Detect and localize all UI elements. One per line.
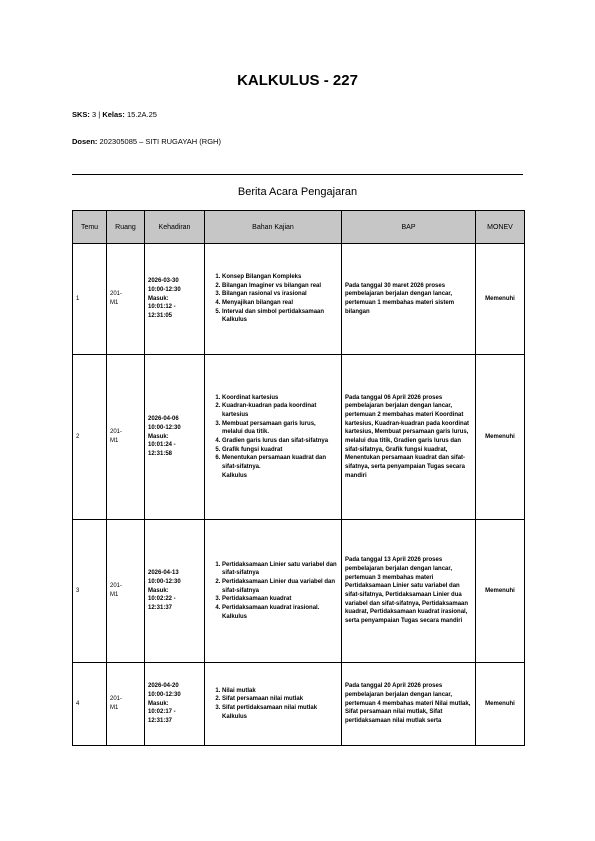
list-item: 2. Pertidaksamaan Linier dua variabel dan sifat-sifatnya — [222, 578, 338, 595]
list-item: 3. Pertidaksamaan kuadrat — [222, 595, 338, 604]
cell-bap: Pada tanggal 06 April 2026 proses pembelajaran berjalan dengan lancar, pertemuan 2 membahas materi Koordinat kartesius, Kuadran-kuadran pada koordinat kartesius, Membuat persamaan garis lurus, melalui dua titik, Gradien garis lurus dan sifat-sifatnya, Grafik fungsi kuadrat, Menentukan persamaan kuadrat dan sifat-sifatnya, serta penyampaian Tugas secara mandiri — [342, 355, 476, 520]
cell-kehadiran: 2026-03-30 10:00-12:30 Masuk: 10:01:12 - 12:31:05 — [145, 244, 205, 355]
cell-bap: Pada tanggal 13 April 2026 proses pembelajaran berjalan dengan lancar, pertemuan 3 membahas materi Pertidaksamaan Linier satu variabel dan sifat-sifatnya, Pertidaksamaan Linier dua variabel dan sifat-sifatnya, Pertidaksamaan kuadrat, Pertidaksamaan kuadrat irasional, serta penyampaian Tugas secara mandiri — [342, 520, 476, 663]
col-header-ruang: Ruang — [107, 211, 145, 244]
list-item: 1. Koordinat kartesius — [222, 394, 338, 403]
col-header-bahan-kajian: Bahan Kajian — [205, 211, 342, 244]
list-item: 3. Bilangan rasional vs irasional — [222, 290, 338, 299]
cell-bahan-kajian — [205, 244, 342, 355]
list-item: 4. Pertidaksamaan kuadrat irasional. — [222, 604, 338, 613]
cell-bap: Pada tanggal 30 maret 2026 proses pembelajaran berjalan dengan lancar, pertemuan 1 membahas materi sistem bilangan — [342, 244, 476, 355]
header-divider — [72, 174, 523, 175]
cell-ruang: 201- M1 — [107, 663, 145, 746]
cell-kehadiran: 2026-04-06 10:00-12:30 Masuk: 10:01:24 - 12:31:58 — [145, 355, 205, 520]
table-row — [73, 520, 525, 663]
col-header-bap: BAP — [342, 211, 476, 244]
meta-separator: | — [98, 110, 103, 119]
col-header-monev: MONEV — [476, 211, 525, 244]
list-item: 2. Kuadran-kuadran pada koordinat kartesius — [222, 402, 338, 419]
col-header-kehadiran: Kehadiran — [145, 211, 205, 244]
cell-temu: 1 — [73, 244, 107, 355]
cell-monev: Memenuhi — [476, 663, 525, 746]
cell-kehadiran: 2026-04-13 10:00-12:30 Masuk: 10:02:22 - 12:31:37 — [145, 520, 205, 663]
list-item: 5. Interval dan simbol pertidaksamaan — [222, 308, 338, 317]
cell-temu: 3 — [73, 520, 107, 663]
course-name: Kalkulus — [222, 613, 248, 620]
cell-temu: 4 — [73, 663, 107, 746]
cell-kehadiran: 2026-04-20 10:00-12:30 Masuk: 10:02:17 - 12:31:37 — [145, 663, 205, 746]
table-row — [73, 244, 525, 355]
list-item: 4. Gradien garis lurus dan sifat-sifatnya — [222, 437, 338, 446]
course-name: Kalkulus — [222, 713, 248, 720]
cell-ruang: 201- M1 — [107, 355, 145, 520]
course-meta — [72, 110, 157, 119]
list-item: 6. Menentukan persamaan kuadrat dan sifat-sifatnya. — [222, 454, 338, 471]
cell-bap: Pada tanggal 20 April 2026 proses pembelajaran berjalan dengan lancar, pertemuan 4 membahas materi Nilai mutlak, Sifat persamaan nilai mutlak, Sifat pertidaksamaan nilai mutlak serta — [342, 663, 476, 746]
sks-label: SKS: — [72, 110, 90, 119]
dosen-label: Dosen: — [72, 137, 98, 146]
list-item: 1. Nilai mutlak — [222, 687, 338, 696]
cell-bahan-kajian — [205, 663, 342, 746]
sks-value: 3 — [92, 110, 97, 119]
col-header-temu: Temu — [73, 211, 107, 244]
page-title: KALKULUS - 227 — [237, 72, 358, 89]
list-item: 4. Menyajikan bilangan real — [222, 299, 338, 308]
table-header-row — [73, 211, 525, 244]
cell-bahan-kajian — [205, 355, 342, 520]
cell-bahan-kajian — [205, 520, 342, 663]
teaching-log-table — [72, 210, 525, 746]
list-item: 2. Bilangan Imaginer vs bilangan real — [222, 282, 338, 291]
list-item: 1. Pertidaksamaan Linier satu variabel dan sifat-sifatnya — [222, 561, 338, 578]
section-title: Berita Acara Pengajaran — [237, 186, 358, 198]
list-item: 1. Konsep Bilangan Kompleks — [222, 273, 338, 282]
cell-ruang: 201- M1 — [107, 244, 145, 355]
lecturer-meta — [72, 137, 221, 146]
course-name: Kalkulus — [222, 317, 248, 324]
kelas-value: 15.2A.25 — [126, 110, 157, 119]
list-item: 5. Grafik fungsi kuadrat — [222, 446, 338, 455]
cell-monev: Memenuhi — [476, 244, 525, 355]
table-row — [73, 355, 525, 520]
kelas-label: Kelas: — [102, 110, 125, 119]
list-item: 3. Membuat persamaan garis lurus, melalui dua titik. — [222, 420, 338, 437]
list-item: 3. Sifat pertidaksamaan nilai mutlak — [222, 704, 338, 713]
cell-monev: Memenuhi — [476, 355, 525, 520]
dosen-value: 202305085 – SITI RUGAYAH (RGH) — [99, 137, 221, 146]
table-row — [73, 663, 525, 746]
course-name: Kalkulus — [222, 472, 248, 479]
list-item: 2. Sifat persamaan nilai mutlak — [222, 695, 338, 704]
cell-monev: Memenuhi — [476, 520, 525, 663]
cell-ruang: 201- M1 — [107, 520, 145, 663]
cell-temu: 2 — [73, 355, 107, 520]
